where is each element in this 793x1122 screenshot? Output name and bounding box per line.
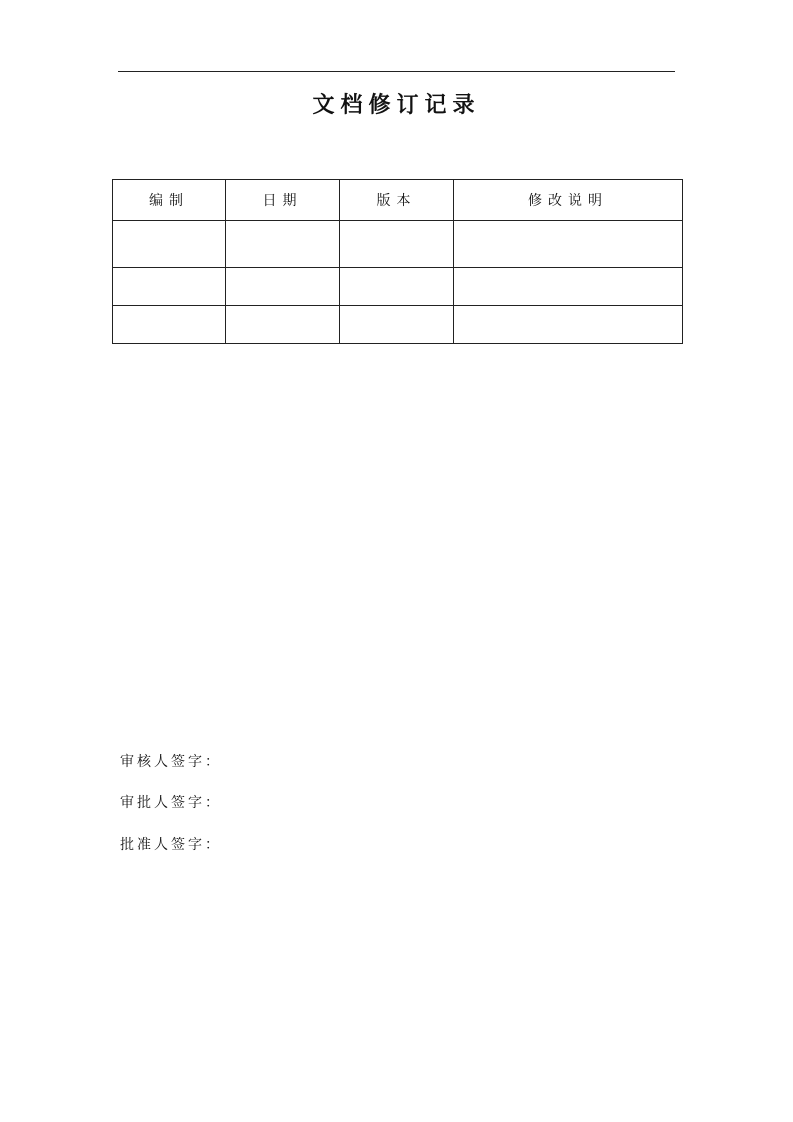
reviewer-signature-label: 审核人签字： — [120, 754, 222, 770]
cell-date[interactable] — [226, 268, 340, 306]
cell-version[interactable] — [340, 221, 454, 268]
header-rule — [118, 71, 675, 72]
cell-author[interactable] — [113, 221, 226, 268]
cell-author[interactable] — [113, 306, 226, 344]
cell-date[interactable] — [226, 306, 340, 344]
cell-author[interactable] — [113, 268, 226, 306]
cell-date[interactable] — [226, 221, 340, 268]
page-title: 文档修订记录 — [312, 92, 481, 118]
cell-change-description[interactable] — [454, 221, 683, 268]
authorizer-signature-label: 批准人签字： — [120, 837, 222, 853]
header-version: 版本 — [340, 180, 454, 221]
header-author: 编制 — [113, 180, 226, 221]
header-change-description: 修改说明 — [454, 180, 683, 221]
table-row — [113, 268, 683, 306]
header-date: 日期 — [226, 180, 340, 221]
revision-record-table — [112, 179, 683, 344]
cell-version[interactable] — [340, 268, 454, 306]
table-header-row — [113, 180, 683, 221]
cell-change-description[interactable] — [454, 268, 683, 306]
cell-version[interactable] — [340, 306, 454, 344]
table-row — [113, 306, 683, 344]
approver-signature-label: 审批人签字： — [120, 795, 222, 811]
cell-change-description[interactable] — [454, 306, 683, 344]
table-row — [113, 221, 683, 268]
